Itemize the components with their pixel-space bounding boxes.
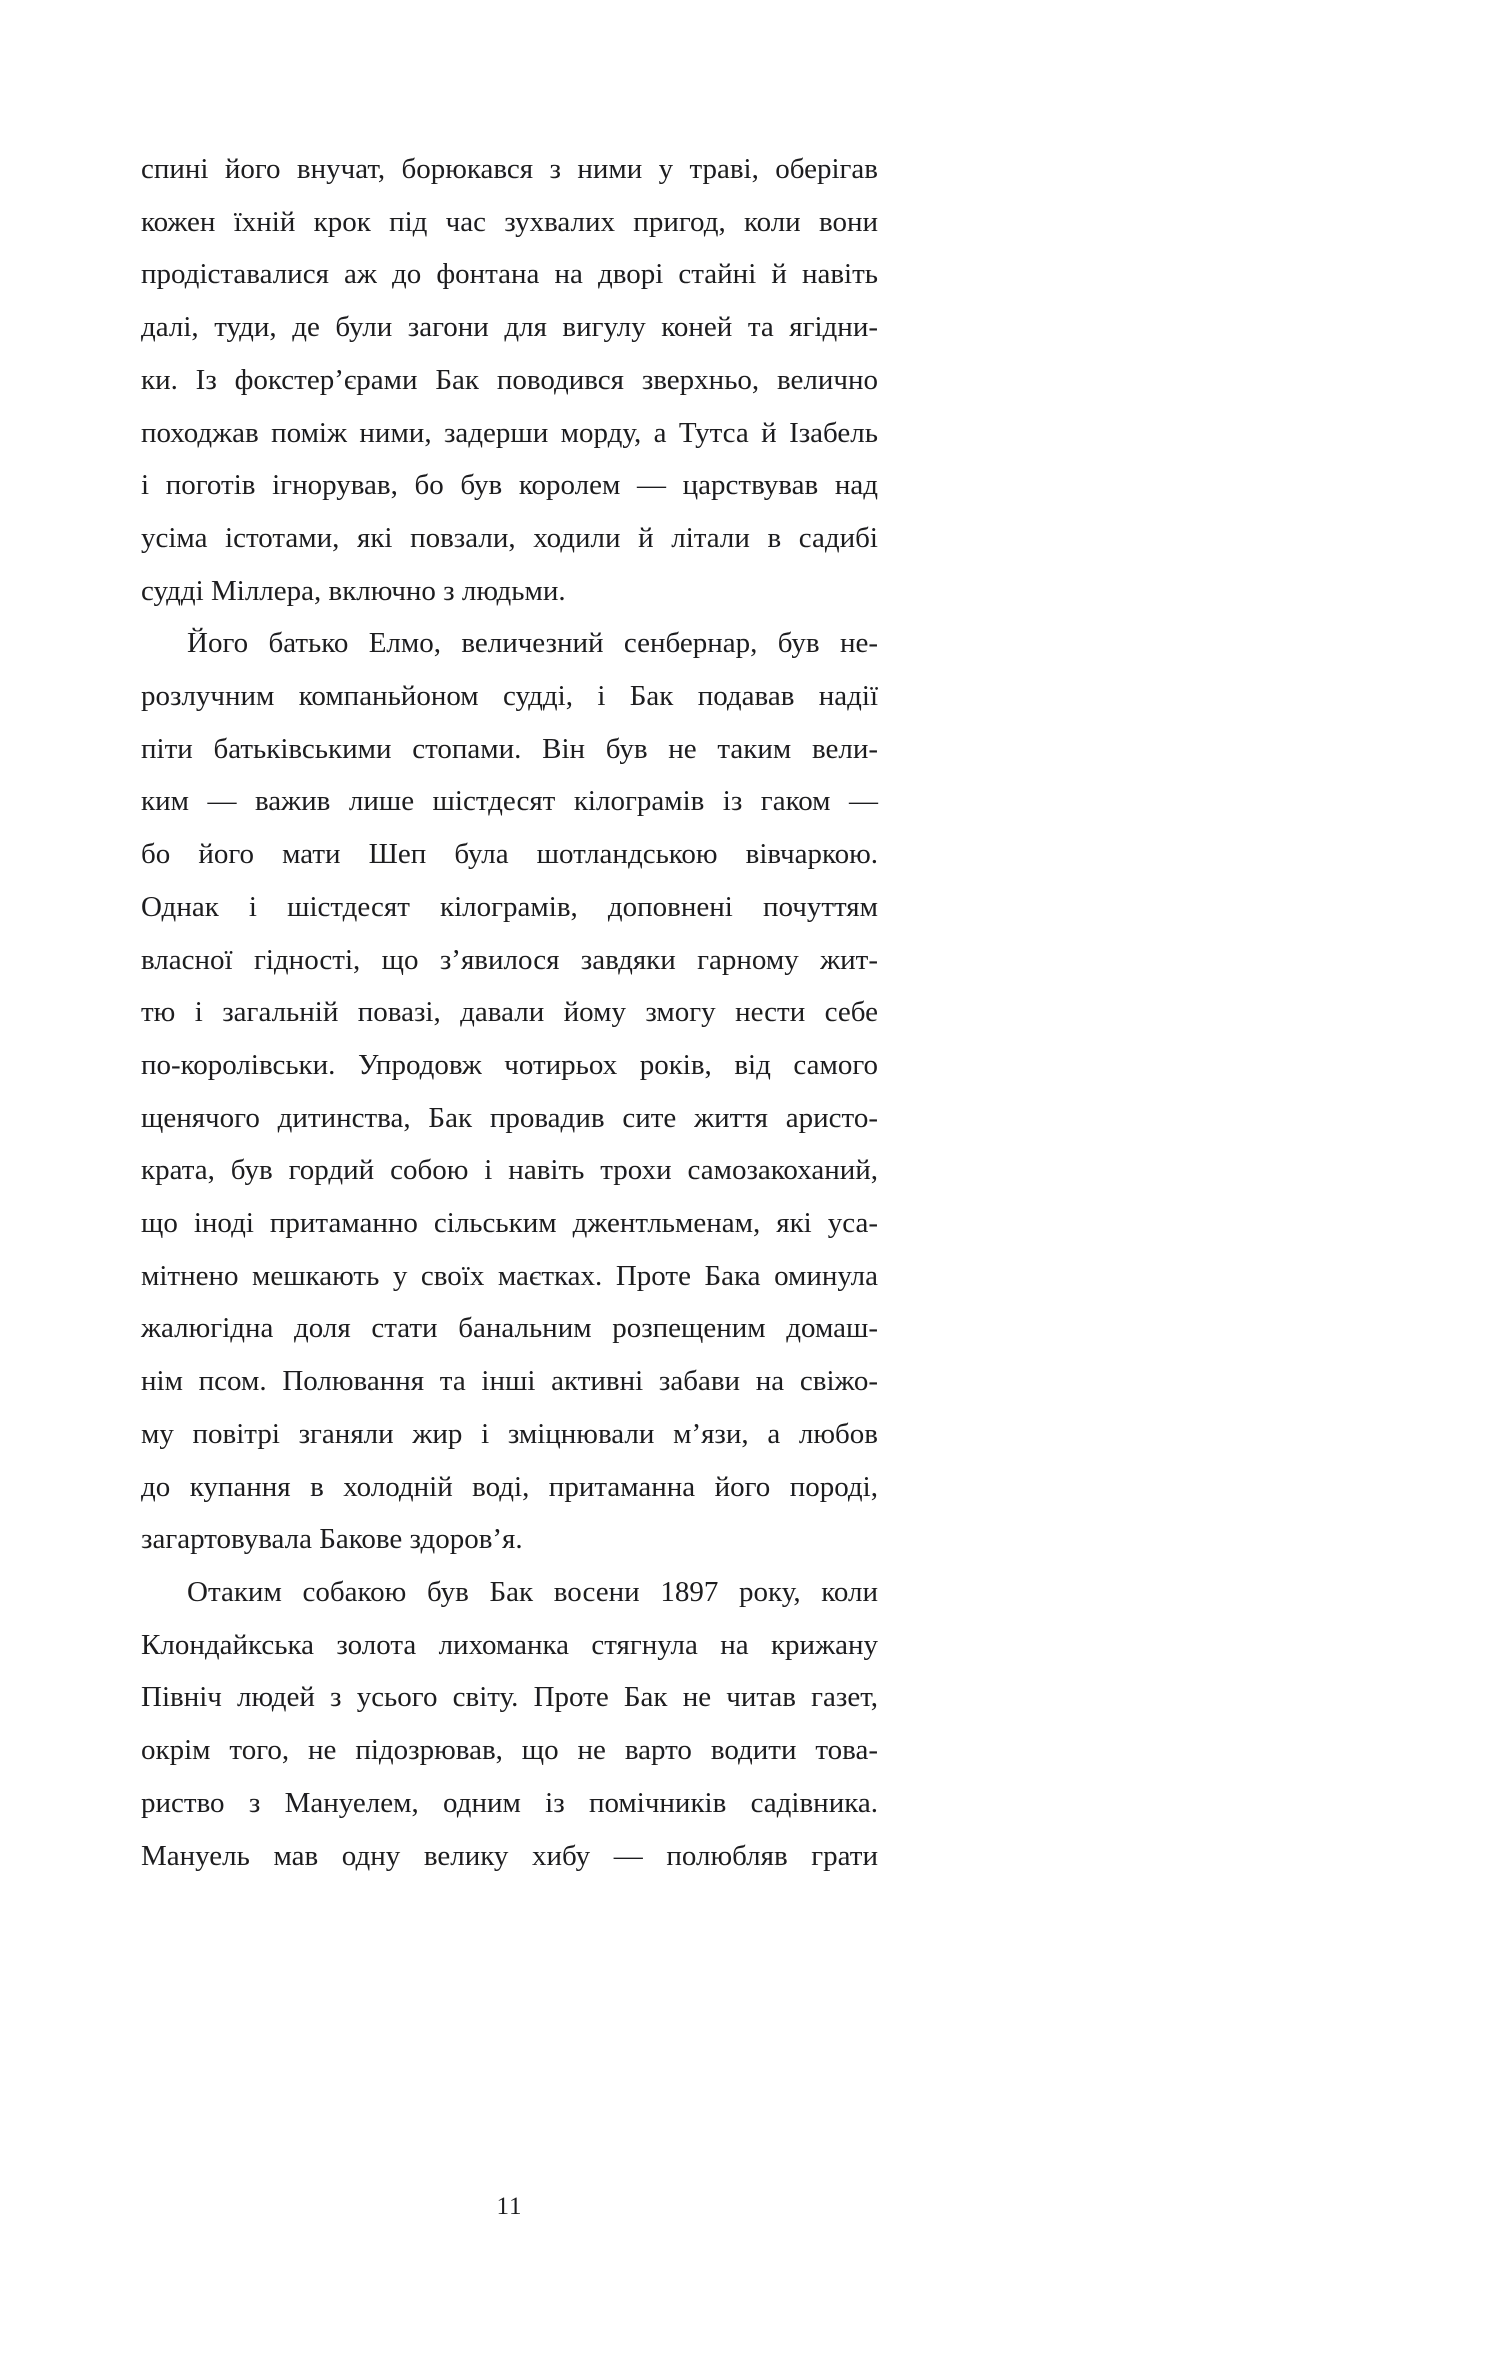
text-line: і поготів ігнорував, бо був королем — царствував над (141, 469, 878, 502)
text-line: загартовувала Бакове здоров’я. (141, 1523, 523, 1556)
text-line: далі, туди, де були загони для вигулу коней та ягідни- (141, 311, 878, 344)
text-line: кожен їхній крок під час зухвалих пригод, коли вони (141, 205, 878, 238)
text-line: продіставалися аж до фонтана на дворі стайні й навіть (141, 258, 878, 291)
text-line: судді Міллера, включно з людьми. (141, 574, 566, 607)
text-line: Клондайкська золота лихоманка стягнула на крижану (141, 1628, 878, 1661)
text-line: мітнено мешкають у своїх маєтках. Проте Бака оминула (141, 1259, 878, 1292)
text-line: піти батьківськими стопами. Він був не таким вели- (141, 732, 878, 765)
text-line: му повітрі зганяли жир і зміцнювали м’язи, а любов (141, 1417, 878, 1450)
text-line: усіма істотами, які повзали, ходили й літали в садибі (141, 521, 878, 554)
text-line: що іноді притаманно сільським джентльменам, які уса- (141, 1207, 878, 1240)
paragraph (141, 617, 878, 1566)
paragraph (141, 143, 878, 617)
text-line: нім псом. Полювання та інші активні забави на свіжо- (141, 1365, 878, 1398)
text-line: розлучним компаньйоном судді, і Бак подавав надії (141, 680, 878, 713)
text-line: власної гідності, що з’явилося завдяки гарному жит- (141, 943, 878, 976)
text-block (141, 143, 878, 1882)
text-line: крата, був гордий собою і навіть трохи самозакоханий, (141, 1154, 878, 1187)
page-number: 11 (496, 2193, 523, 2220)
text-line: жалюгідна доля стати банальним розпещеним домаш- (141, 1312, 878, 1345)
text-line: щенячого дитинства, Бак провадив сите життя аристо- (141, 1101, 878, 1134)
text-line: тю і загальній повазі, давали йому змогу нести себе (141, 996, 878, 1029)
text-line: до купання в холодній воді, притаманна його породі, (141, 1470, 878, 1503)
paragraph (141, 1566, 878, 1882)
text-line: по-королівськи. Упродовж чотирьох років, від самого (141, 1048, 878, 1081)
text-line: ки. Із фокстер’єрами Бак поводився зверхньо, велично (141, 363, 878, 396)
text-line: Його батько Елмо, величезний сенбернар, був не- (187, 627, 878, 660)
text-line: походжав поміж ними, задерши морду, а Тутса й Ізабель (141, 416, 878, 449)
text-line: окрім того, не підозрював, що не варто водити това- (141, 1734, 878, 1767)
text-line: спині його внучат, борюкався з ними у траві, оберігав (141, 153, 878, 185)
text-line: Отаким собакою був Бак восени 1897 року, коли (187, 1575, 878, 1608)
text-line: бо його мати Шеп була шотландською вівчаркою. (141, 838, 878, 871)
text-line: ким — важив лише шістдесят кілограмів із гаком — (141, 785, 878, 818)
text-line: Мануель мав одну велику хибу — полюбляв грати (141, 1839, 878, 1872)
text-line: риство з Мануелем, одним із помічників садівника. (141, 1786, 878, 1819)
text-line: Однак і шістдесят кілограмів, доповнені почуттям (141, 890, 878, 923)
text-line: Північ людей з усього світу. Проте Бак не читав газет, (141, 1681, 878, 1714)
